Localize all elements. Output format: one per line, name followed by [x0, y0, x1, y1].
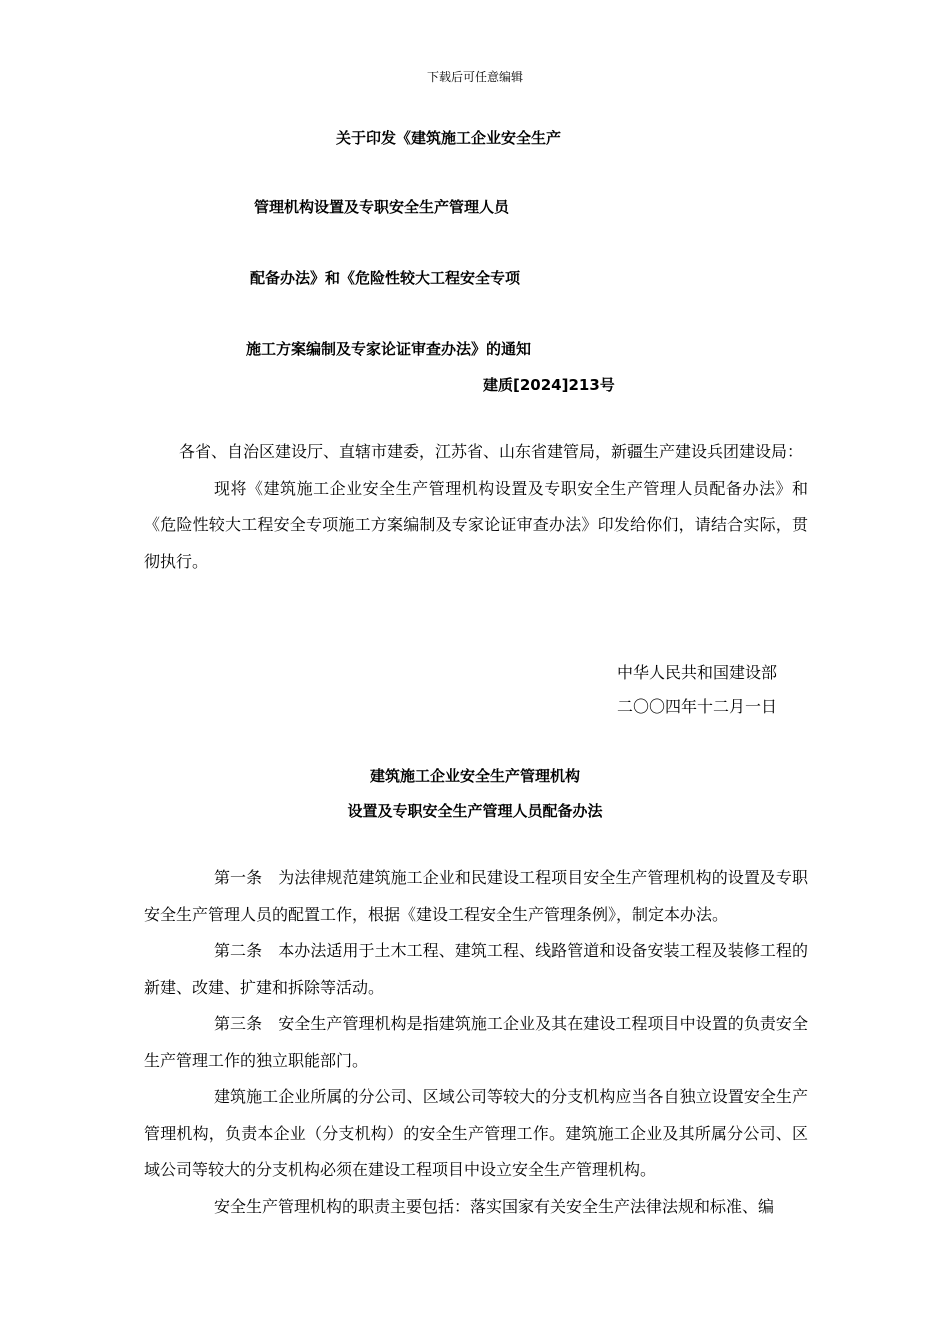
articles-body	[144, 860, 808, 1225]
header-note: 下载后可任意编辑	[426, 70, 523, 84]
notice-body	[144, 434, 808, 580]
measures-title-line-2: 设置及专职安全生产管理人员配备办法	[347, 802, 603, 820]
addressee-paragraph: 各省、自治区建设厅、直辖市建委，江苏省、山东省建管局，新疆生产建设兵团建设局：	[179, 442, 804, 461]
article-3: 第三条 安全生产管理机构是指建筑施工企业及其在建设工程项目中设置的负责安全生产管理工作的独立职能部门。	[144, 1014, 808, 1070]
issue-date: 二〇〇四年十二月一日	[617, 697, 778, 716]
article-1: 第一条 为法律规范建筑施工企业和民建设工程项目安全生产管理机构的设置及专职安全生产管理人员的配置工作，根据《建设工程安全生产管理条例》，制定本办法。	[144, 868, 808, 924]
issuer-name: 中华人民共和国建设部	[617, 663, 778, 682]
article-3-paragraph-3: 安全生产管理机构的职责主要包括：落实国家有关安全生产法律法规和标准、编	[214, 1196, 775, 1216]
notice-title-line-4: 施工方案编制及专家论证审查办法》的通知	[246, 340, 532, 358]
article-2: 第二条 本办法适用于土木工程、建筑工程、线路管道和设备安装工程及装修工程的新建、改建、扩建和拆除等活动。	[144, 941, 808, 997]
notice-paragraph: 现将《建筑施工企业安全生产管理机构设置及专职安全生产管理人员配备办法》和《危险性较大工程安全专项施工方案编制及专家论证审查办法》印发给你们，请结合实际，贯彻执行。	[144, 478, 808, 571]
notice-title-line-3: 配备办法》和《危险性较大工程安全专项	[250, 269, 521, 287]
document-number: 建质[2024]213号	[483, 376, 615, 394]
notice-title-line-2: 管理机构设置及专职安全生产管理人员	[254, 198, 510, 216]
article-3-paragraph-2: 建筑施工企业所属的分公司、区域公司等较大的分支机构应当各自独立设置安全生产管理机构，负责本企业（分支机构）的安全生产管理工作。建筑施工企业及其所属分公司、区域公司等较大的分支机构必须在建设工程项目中设立安全生产管理机构。	[144, 1087, 808, 1179]
measures-title-line-1: 建筑施工企业安全生产管理机构	[369, 767, 580, 785]
notice-title-line-1: 关于印发《建筑施工企业安全生产	[336, 129, 562, 147]
